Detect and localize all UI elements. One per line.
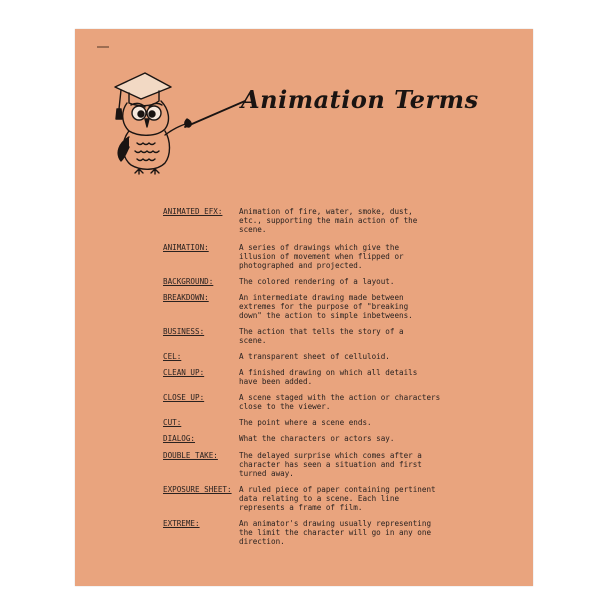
glossary-definition — [239, 352, 479, 361]
document-page — [75, 29, 533, 586]
glossary-definition — [239, 519, 479, 546]
definition-line: photographed and projected. — [239, 261, 363, 270]
page-title: Animation Terms — [241, 85, 479, 114]
glossary-term: BUSINESS: — [163, 327, 205, 336]
definition-line: down" the action to simple inbetweens. — [239, 311, 413, 320]
definition-line: etc., supporting the main action of the — [239, 216, 418, 225]
glossary-definition — [239, 418, 479, 427]
definition-line: illusion of movement when flipped or — [239, 252, 404, 261]
definition-line: character has seen a situation and first — [239, 460, 422, 469]
glossary-term: EXTREME: — [163, 519, 200, 528]
glossary-term: DIALOG: — [163, 434, 196, 443]
glossary-term: CLOSE UP: — [163, 393, 205, 402]
glossary-definition — [239, 277, 479, 286]
corner-mark — [97, 46, 109, 48]
glossary-term: DOUBLE TAKE: — [163, 451, 218, 460]
glossary-term: ANIMATION: — [163, 243, 209, 252]
glossary-term: EXPOSURE SHEET: — [163, 485, 232, 494]
definition-line: extremes for the purpose of "breaking — [239, 302, 409, 311]
definition-line: close to the viewer. — [239, 402, 331, 411]
glossary-definition — [239, 207, 479, 234]
definition-line: direction. — [239, 537, 285, 546]
glossary-term: BACKGROUND: — [163, 277, 214, 286]
glossary-definition — [239, 434, 479, 443]
definition-line: The delayed surprise which comes after a — [239, 451, 422, 460]
glossary-term: CLEAN UP: — [163, 368, 205, 377]
glossary-term: CUT: — [163, 418, 182, 427]
glossary-definition — [239, 368, 479, 386]
definition-line: The action that tells the story of a — [239, 327, 404, 336]
definition-line: scene. — [239, 225, 267, 234]
definition-line: A finished drawing on which all details — [239, 368, 418, 377]
definition-line: turned away. — [239, 469, 294, 478]
definition-line: have been added. — [239, 377, 313, 386]
definition-line: the limit the character will go in any one — [239, 528, 432, 537]
glossary-definition — [239, 327, 479, 345]
definition-line: The colored rendering of a layout. — [239, 277, 395, 286]
definition-line: A transparent sheet of celluloid. — [239, 352, 390, 361]
glossary-definition — [239, 393, 479, 411]
definition-line: represents a frame of film. — [239, 503, 363, 512]
glossary-term: CEL: — [163, 352, 182, 361]
definition-line: The point where a scene ends. — [239, 418, 372, 427]
owl-professor-icon — [99, 57, 249, 175]
definition-line: What the characters or actors say. — [239, 434, 395, 443]
glossary-definition — [239, 485, 479, 512]
definition-line: An animator's drawing usually representing — [239, 519, 432, 528]
glossary-term: ANIMATED EFX: — [163, 207, 223, 216]
glossary-definition — [239, 243, 479, 270]
definition-line: scene. — [239, 336, 267, 345]
definition-line: Animation of fire, water, smoke, dust, — [239, 207, 413, 216]
definition-line: A ruled piece of paper containing pertinent — [239, 485, 436, 494]
definition-line: A scene staged with the action or characters — [239, 393, 441, 402]
definition-line: An intermediate drawing made between — [239, 293, 404, 302]
glossary-definition — [239, 293, 479, 320]
glossary-definition — [239, 451, 479, 478]
definition-line: data relating to a scene. Each line — [239, 494, 400, 503]
glossary-term: BREAKDOWN: — [163, 293, 209, 302]
definition-line: A series of drawings which give the — [239, 243, 400, 252]
